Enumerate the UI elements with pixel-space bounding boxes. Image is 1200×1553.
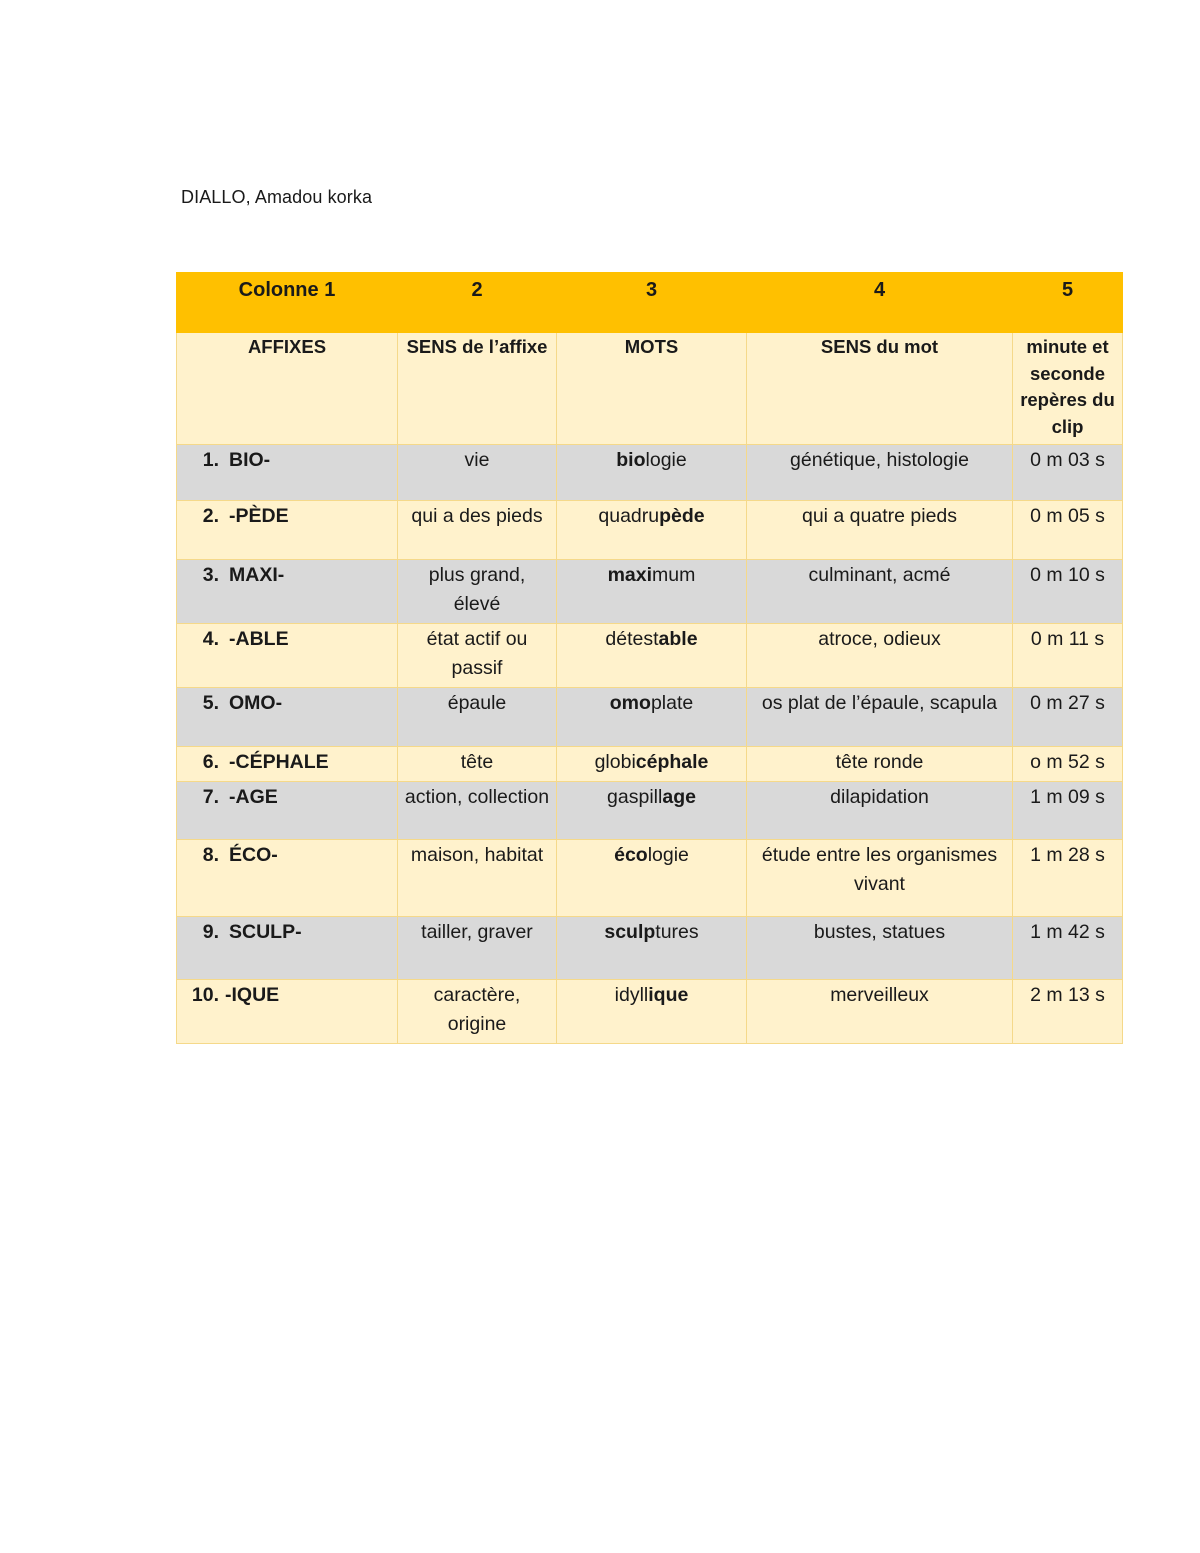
word-cell: [557, 624, 747, 688]
word-stem-part: tures: [655, 921, 699, 943]
header-word-sense: SENS du mot: [747, 333, 1013, 445]
table-body: [177, 445, 1123, 1044]
column-number-row: [177, 273, 1123, 333]
column-number: Colonne 1: [177, 273, 398, 333]
affix-sense-cell: qui a des pieds: [398, 501, 557, 560]
affix-cell: [177, 782, 398, 840]
affix-text: -IQUE: [225, 984, 280, 1006]
clip-time-cell: 1 m 28 s: [1013, 840, 1123, 917]
word-sense-cell: atroce, odieux: [747, 624, 1013, 688]
affix-cell: [177, 688, 398, 747]
word-sense-cell: tête ronde: [747, 747, 1013, 782]
row-number: 9.: [202, 921, 219, 943]
affix-cell: [177, 980, 398, 1044]
clip-time-cell: 0 m 10 s: [1013, 560, 1123, 624]
word-affix-part: age: [662, 786, 696, 808]
row-number: 1.: [202, 449, 219, 471]
affix-text: ÉCO-: [229, 844, 278, 866]
word-stem-part: mum: [652, 564, 696, 586]
word-sense-cell: os plat de l’épaule, scapula: [747, 688, 1013, 747]
word-cell: [557, 688, 747, 747]
affix-table: [176, 272, 1123, 1044]
word-cell: [557, 917, 747, 980]
clip-time-cell: 0 m 05 s: [1013, 501, 1123, 560]
affix-text: SCULP-: [229, 921, 302, 943]
affix-sense-cell: vie: [398, 445, 557, 501]
column-number: 4: [747, 273, 1013, 333]
row-number: 5.: [202, 692, 219, 714]
word-affix-part: maxi: [607, 564, 653, 586]
word-affix-part: ique: [648, 984, 689, 1006]
word-sense-cell: génétique, histologie: [747, 445, 1013, 501]
affix-cell: [177, 445, 398, 501]
affix-cell: [177, 560, 398, 624]
table-row: [177, 980, 1123, 1044]
row-number: 6.: [202, 751, 219, 773]
clip-time-cell: 1 m 42 s: [1013, 917, 1123, 980]
affix-text: -ABLE: [229, 628, 289, 650]
clip-time-cell: 1 m 09 s: [1013, 782, 1123, 840]
affix-cell: [177, 840, 398, 917]
word-cell: [557, 840, 747, 917]
affix-sense-cell: action, collection: [398, 782, 557, 840]
clip-time-cell: 2 m 13 s: [1013, 980, 1123, 1044]
affix-sense-cell: plus grand, élevé: [398, 560, 557, 624]
header-words: MOTS: [557, 333, 747, 445]
header-clip-time: minute et seconde repères du clip: [1013, 333, 1123, 445]
table-row: [177, 624, 1123, 688]
table-row: [177, 840, 1123, 917]
word-stem-part: idyll: [614, 984, 649, 1006]
word-cell: [557, 501, 747, 560]
affix-sense-cell: état actif ou passif: [398, 624, 557, 688]
row-number: 10.: [191, 984, 219, 1006]
affix-cell: [177, 624, 398, 688]
table-row: [177, 917, 1123, 980]
column-number: 3: [557, 273, 747, 333]
table-row: [177, 560, 1123, 624]
word-affix-part: sculp: [604, 921, 656, 943]
header-affix-sense: SENS de l’affixe: [398, 333, 557, 445]
affix-sense-cell: maison, habitat: [398, 840, 557, 917]
word-stem-part: logie: [647, 844, 689, 866]
column-number: 2: [398, 273, 557, 333]
word-sense-cell: culminant, acmé: [747, 560, 1013, 624]
word-sense-cell: étude entre les organismes vivant: [747, 840, 1013, 917]
row-number: 2.: [202, 505, 219, 527]
table-row: [177, 782, 1123, 840]
affix-cell: [177, 917, 398, 980]
clip-time-cell: o m 52 s: [1013, 747, 1123, 782]
affix-text: MAXI-: [229, 564, 285, 586]
row-number: 7.: [202, 786, 219, 808]
word-stem-part: détest: [605, 628, 659, 650]
word-stem-part: logie: [645, 449, 687, 471]
word-affix-part: éco: [614, 844, 648, 866]
table-row: [177, 747, 1123, 782]
header-affixes: AFFIXES: [177, 333, 398, 445]
table-row: [177, 501, 1123, 560]
affix-cell: [177, 501, 398, 560]
word-sense-cell: merveilleux: [747, 980, 1013, 1044]
word-cell: [557, 747, 747, 782]
word-affix-part: able: [658, 628, 698, 650]
word-sense-cell: qui a quatre pieds: [747, 501, 1013, 560]
affix-text: BIO-: [229, 449, 271, 471]
table-row: [177, 688, 1123, 747]
word-stem-part: quadru: [598, 505, 660, 527]
clip-time-cell: 0 m 11 s: [1013, 624, 1123, 688]
column-number: 5: [1013, 273, 1123, 333]
word-cell: [557, 782, 747, 840]
author-name: DIALLO, Amadou korka: [181, 187, 373, 207]
table-row: [177, 445, 1123, 501]
row-number: 4.: [202, 628, 219, 650]
word-affix-part: pède: [659, 505, 705, 527]
affix-sense-cell: caractère, origine: [398, 980, 557, 1044]
affix-text: -CÉPHALE: [229, 751, 329, 773]
affix-text: OMO-: [229, 692, 283, 714]
word-cell: [557, 445, 747, 501]
affix-text: -AGE: [229, 786, 278, 808]
word-cell: [557, 980, 747, 1044]
word-sense-cell: bustes, statues: [747, 917, 1013, 980]
word-sense-cell: dilapidation: [747, 782, 1013, 840]
row-number: 8.: [202, 844, 219, 866]
word-affix-part: omo: [609, 692, 651, 714]
affix-sense-cell: tailler, graver: [398, 917, 557, 980]
clip-time-cell: 0 m 27 s: [1013, 688, 1123, 747]
clip-time-cell: 0 m 03 s: [1013, 445, 1123, 501]
word-stem-part: plate: [650, 692, 694, 714]
word-cell: [557, 560, 747, 624]
affix-sense-cell: tête: [398, 747, 557, 782]
word-affix-part: céphale: [635, 751, 709, 773]
affix-cell: [177, 747, 398, 782]
column-header-row: [177, 333, 1123, 445]
affix-sense-cell: épaule: [398, 688, 557, 747]
word-stem-part: gaspill: [607, 786, 663, 808]
row-number: 3.: [202, 564, 219, 586]
word-affix-part: bio: [616, 449, 646, 471]
word-stem-part: globi: [594, 751, 636, 773]
affix-text: -PÈDE: [229, 505, 289, 527]
